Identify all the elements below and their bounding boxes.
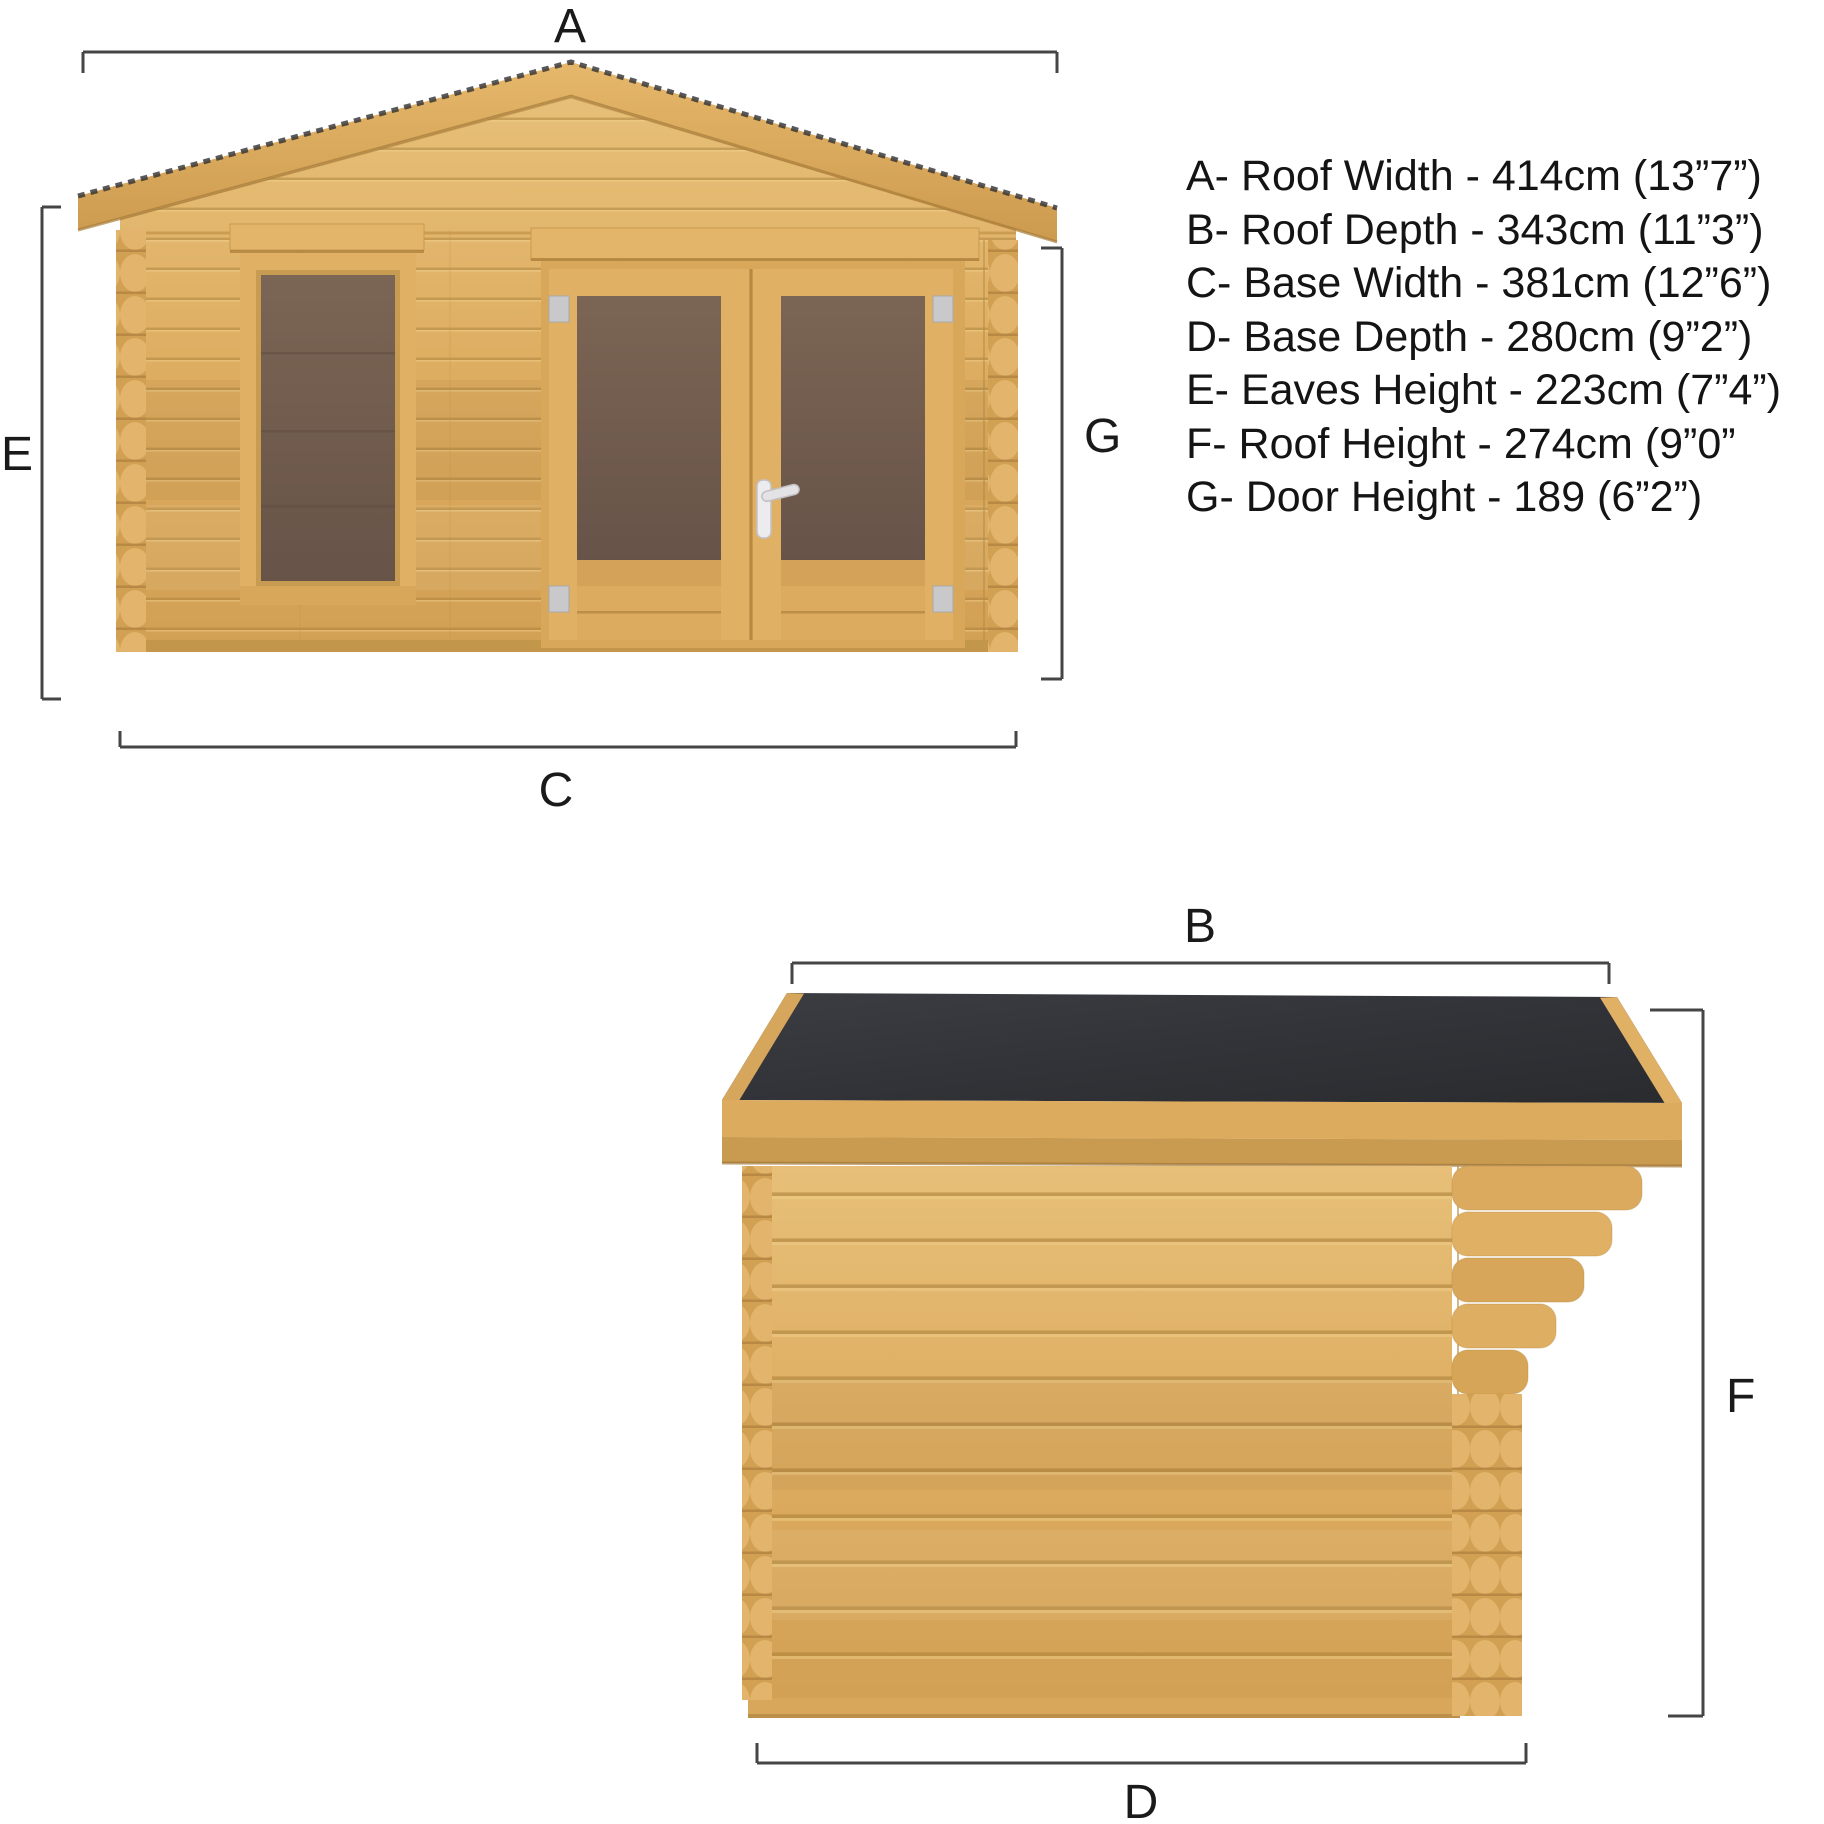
- side-view: [722, 900, 1755, 1824]
- dim-line-c: [120, 731, 1016, 747]
- side-roof-soffit: [722, 1137, 1682, 1166]
- dim-line-b: [792, 963, 1609, 984]
- dim-label-g: G: [1084, 410, 1122, 463]
- side-wall: [748, 1166, 1460, 1718]
- legend-line-f: F- Roof Height - 274cm (9”0”: [1186, 419, 1736, 468]
- legend-line-d: D- Base Depth - 280cm (9”2”): [1186, 312, 1753, 361]
- legend-line-b: B- Roof Depth - 343cm (11”3”): [1186, 205, 1764, 254]
- window-glass: [261, 275, 395, 581]
- dim-label-c: C: [538, 764, 574, 817]
- dim-label-f: F: [1726, 1370, 1756, 1423]
- dim-label-b: B: [1183, 900, 1217, 953]
- dim-line-d: [757, 1743, 1526, 1763]
- dimension-legend: [1186, 150, 1824, 525]
- side-log-ends-left: [742, 1166, 772, 1700]
- door-hinge-bottom-left: [549, 586, 569, 612]
- legend-line-e: E- Eaves Height - 223cm (7”4”): [1186, 366, 1782, 414]
- window-head-trim: [230, 224, 424, 250]
- door-hinge-bottom-right: [933, 586, 953, 612]
- door-right: [753, 269, 953, 640]
- door-left-glass: [577, 296, 721, 560]
- front-view: [1, 0, 1121, 817]
- door-header: [531, 228, 979, 260]
- door-left: [549, 269, 749, 640]
- double-doors: [531, 228, 979, 648]
- window: [230, 224, 424, 605]
- door-hinge-top-left: [549, 296, 569, 322]
- dim-label-d: D: [1123, 1776, 1159, 1824]
- window-sill: [240, 586, 416, 605]
- legend-line-a: A- Roof Width - 414cm (13”7”): [1186, 152, 1762, 200]
- door-hinge-top-right: [933, 296, 953, 322]
- side-roof-felt: [722, 993, 1682, 1103]
- corner-log-ends-right: [988, 240, 1018, 652]
- legend-line-c: C- Base Width - 381cm (12”6”): [1186, 259, 1772, 307]
- dim-label-a: A: [553, 0, 587, 53]
- corner-log-ends-left: [116, 230, 146, 652]
- door-right-glass: [781, 296, 925, 560]
- side-roof-fascia: [722, 1100, 1682, 1140]
- dim-line-e: [42, 207, 61, 699]
- dim-line-g: [1041, 248, 1062, 679]
- dim-label-e: E: [1, 428, 34, 481]
- side-log-ends-right: [1452, 1166, 1642, 1716]
- legend-line-g: G- Door Height - 189 (6”2”): [1186, 473, 1703, 521]
